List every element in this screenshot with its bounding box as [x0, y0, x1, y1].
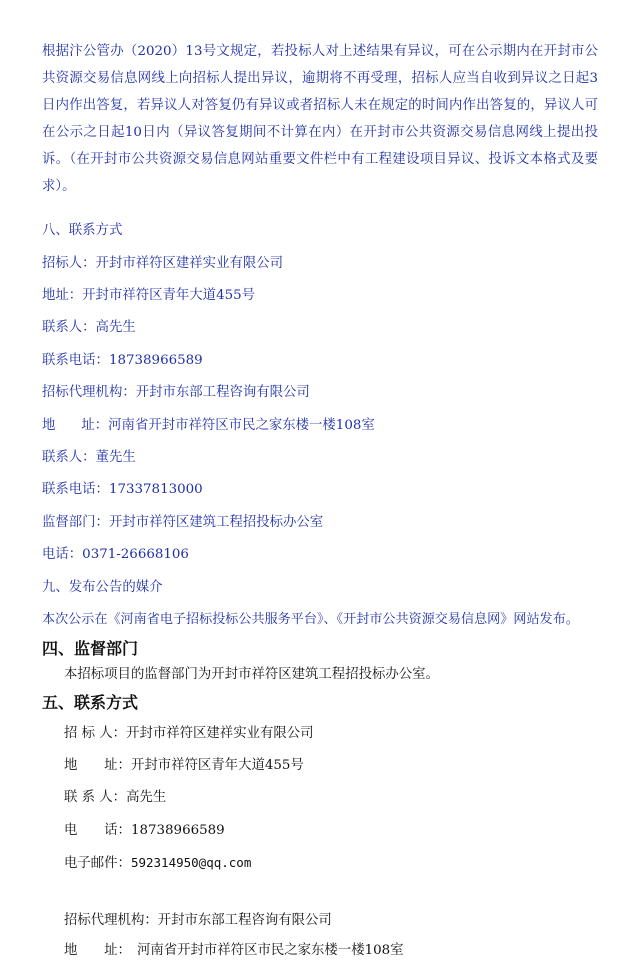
agency-address-label-2: 址：: [81, 418, 109, 433]
contact-row-value: 开封市祥符区青年大道455号: [130, 758, 304, 773]
email-link[interactable]: 592314950@qq.com: [130, 855, 252, 870]
contact-row-tenderer: [64, 724, 314, 744]
supervisor-line: 监督部门：开封市祥符区建筑工程招投标办公室: [42, 515, 324, 530]
tenderer-address-line: 地址：开封市祥符区青年大道455号: [42, 288, 256, 303]
supervisor-phone-line: 电话：0371-26668106: [42, 547, 189, 562]
part-4-heading: 四、监督部门: [42, 639, 139, 658]
agency-address-label: 地: [42, 418, 56, 433]
agency-address-value: 河南省开封市祥符区市民之家东楼一楼108室: [108, 418, 375, 433]
part-5-heading: 五、联系方式: [42, 693, 139, 712]
agency-line: 招标代理机构：开封市东部工程咨询有限公司: [42, 385, 310, 400]
contact-row-address: [64, 756, 304, 776]
contact-row-value: 开封市祥符区建祥实业有限公司: [126, 726, 314, 741]
objection-notice-paragraph: 根据汴公管办（2020）13号文规定，若投标人对上述结果有异议，可在公示期内在开封市公共资源交易信息网线上向招标人提出异议，逾期将不再受理，招标人应当自收到异议之日起3日内作出答复，若异议人对答复仍有异议或者招标人未在规定的时间内作出答复的，异议人可在公示之日起10日内（异议答复期间不计算在内）在开封市公共资源交易信息网线上提出投诉。（在开封市公共资源交易信息网站重要文件栏中有工程建设项目异议、投诉文本格式及要求）。: [42, 44, 598, 194]
contact-row-label: 电 话：: [64, 823, 131, 838]
tenderer-contact-line: 联系人：高先生: [42, 320, 136, 335]
agency-address-line: [42, 416, 375, 436]
agency-row-value: 开封市东部工程咨询有限公司: [157, 913, 332, 928]
contact-row-label: 招 标 人：: [64, 726, 127, 741]
contact-row-value: 高先生: [126, 790, 167, 805]
agency-address-row-label: 地 址：: [64, 943, 131, 958]
agency-address-row: [64, 941, 404, 961]
part-4-text: 本招标项目的监督部门为开封市祥符区建筑工程招投标办公室。: [64, 667, 439, 682]
section-8-heading: 八、联系方式: [42, 223, 123, 238]
media-line: 本次公示在《河南省电子招标投标公共服务平台》、《开封市公共资源交易信息网》网站发布。: [42, 612, 579, 627]
agency-row-label: 招标代理机构：: [64, 913, 158, 928]
contact-row-value: 18738966589: [130, 823, 225, 838]
tenderer-phone-line: 联系电话：18738966589: [42, 353, 203, 368]
contact-row-label: 联 系 人：: [64, 790, 127, 805]
agency-address-row-value: 河南省开封市祥符区市民之家东楼一楼108室: [136, 943, 404, 958]
section-9-heading: 九、发布公告的媒介: [42, 580, 163, 595]
agency-contact-line: 联系人：董先生: [42, 450, 136, 465]
contact-row-label: 电子邮件：: [64, 856, 131, 871]
contact-row-contact: [64, 788, 166, 808]
tenderer-line: 招标人：开封市祥符区建祥实业有限公司: [42, 256, 284, 271]
contact-row-phone: [64, 821, 225, 841]
contact-row-label: 地 址：: [64, 758, 131, 773]
agency-row: [64, 911, 332, 931]
agency-phone-line: 联系电话：17337813000: [42, 482, 203, 497]
contact-row-email: [64, 853, 251, 874]
